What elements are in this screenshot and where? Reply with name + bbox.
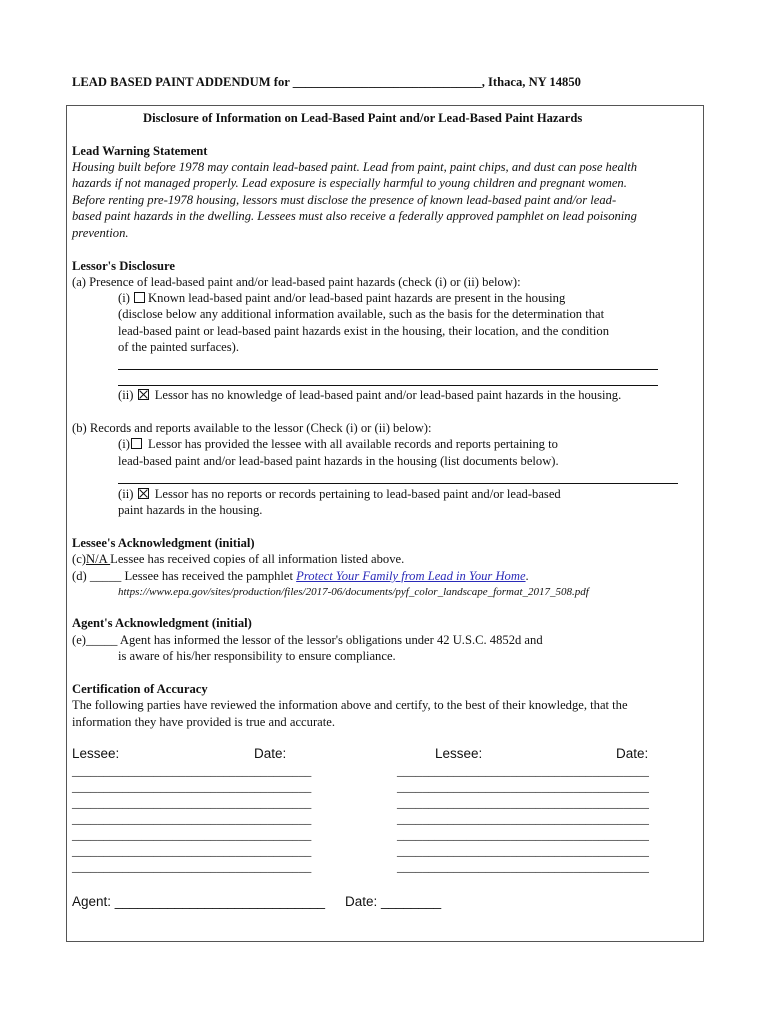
signature-line[interactable]: ______________________________________ [72,764,312,778]
signature-line[interactable]: ______________________________________ [72,828,312,842]
lessee-label: Lessee: [72,746,120,761]
lessor-a-i-row [118,292,565,305]
item-suffix: . [525,569,529,583]
agent-ack-heading: Agent's Acknowledgment (initial) [72,616,252,630]
lessor-b-ii-line2: paint hazards in the housing. [118,503,263,517]
lessee-d-row [72,570,529,583]
agent-signature-field[interactable]: Agent: ____________________________ [72,894,326,909]
no-knowledge-checkbox[interactable] [138,389,149,400]
certification-text: information they have provided is true and accurate. [72,715,335,729]
item-text: (d) _____ Lessee has received the pamphlet [72,569,297,583]
option-label: (ii) [118,388,134,402]
lessor-b-i-line2: lead-based paint and/or lead-based paint hazards in the housing (list documents below). [118,454,559,468]
signature-line[interactable]: ________________________________________ [397,796,649,810]
lessee-label: Lessee: [435,746,483,761]
lessor-a-ii-row [118,389,621,402]
certification-heading: Certification of Accuracy [72,682,208,696]
warning-line: Housing built before 1978 may contain lead-based paint. Lead from paint, paint chips, and dust can pose health [72,160,638,174]
signature-line[interactable]: ________________________________________ [397,764,649,778]
disclose-line: of the painted surfaces). [118,340,239,354]
disclosure-blank-line[interactable] [118,369,658,370]
pamphlet-link[interactable]: Protect Your Family from Lead in Your Home [296,569,526,583]
signature-line[interactable]: ______________________________________ [72,796,312,810]
option-label: (ii) [118,487,134,501]
option-text: Lessor has no knowledge of lead-based paint and/or lead-based paint hazards in the housing. [154,388,622,402]
option-label: (i) [118,437,130,451]
agent-date-field[interactable]: Date: ________ [345,894,442,909]
certification-text: The following parties have reviewed the information above and certify, to the best of their knowledge, that the [72,698,628,712]
pamphlet-url: https://www.epa.gov/sites/production/files/2017-06/documents/pyf_color_landscape_format_2017_508.pdf [118,586,589,598]
signature-line[interactable]: ________________________________________ [397,828,649,842]
document-title [72,76,581,89]
item-text: Lessee has received copies of all information listed above. [110,552,405,566]
warning-line: prevention. [72,226,129,240]
option-label: (i) [118,291,130,305]
no-records-checkbox[interactable] [138,488,149,499]
address-blank[interactable]: ______________________________ [292,75,482,89]
records-provided-checkbox[interactable] [131,438,142,449]
date-label: Date: [254,746,287,761]
signature-line[interactable]: ______________________________________ [72,844,312,858]
disclosure-blank-line[interactable] [118,385,658,386]
title-suffix: , Ithaca, NY 14850 [481,75,581,89]
lessee-heading: Lessee's Acknowledgment (initial) [72,536,255,550]
option-text: Lessor has provided the lessee with all available records and reports pertaining to [148,437,558,451]
signature-line[interactable]: ________________________________________ [397,780,649,794]
warning-heading: Lead Warning Statement [72,144,208,158]
warning-line: Before renting pre-1978 housing, lessors must disclose the presence of known lead-based paint and/or lead- [72,193,617,207]
lessee-c-initial-field[interactable]: N/A [85,552,111,566]
lessee-c-row [72,553,404,566]
title-prefix: LEAD BASED PAINT ADDENDUM for [72,75,290,89]
warning-line: hazards if not managed properly. Lead exposure is especially harmful to young children and pregnant women. [72,176,627,190]
lessor-heading: Lessor's Disclosure [72,259,175,273]
signature-line[interactable]: ________________________________________ [397,844,649,858]
agent-e-line: is aware of his/her responsibility to ensure compliance. [118,649,396,663]
lessor-b-intro: (b) Records and reports available to the lessor (Check (i) or (ii) below): [72,421,432,435]
signature-line[interactable]: ________________________________________ [397,860,649,874]
option-text: Known lead-based paint and/or lead-based paint hazards are present in the housing [148,291,566,305]
disclose-line: lead-based paint or lead-based paint hazards exist in the housing, their location, and the condition [118,324,610,338]
warning-line: based paint hazards in the dwelling. Lessees must also receive a federally approved pamphlet on lead poisoning [72,209,637,223]
lessor-b-ii-row [118,488,561,501]
date-label: Date: [616,746,649,761]
item-label: (c) [72,552,86,566]
agent-e-line: (e)_____ Agent has informed the lessor of the lessor's obligations under 42 U.S.C. 4852d and [72,633,543,647]
signature-line[interactable]: ________________________________________ [397,812,649,826]
lessor-b-i-row [118,438,558,451]
known-hazards-checkbox[interactable] [134,292,145,303]
disclose-line: (disclose below any additional information available, such as the basis for the determination that [118,307,605,321]
disclosure-title: Disclosure of Information on Lead-Based Paint and/or Lead-Based Paint Hazards [143,111,583,125]
signature-line[interactable]: ______________________________________ [72,780,312,794]
signature-line[interactable]: ______________________________________ [72,812,312,826]
lessor-a-intro: (a) Presence of lead-based paint and/or lead-based paint hazards (check (i) or (ii) below): [72,275,521,289]
signature-line[interactable]: ______________________________________ [72,860,312,874]
documents-blank-line[interactable] [118,483,678,484]
option-text: Lessor has no reports or records pertaining to lead-based paint and/or lead-based [154,487,561,501]
